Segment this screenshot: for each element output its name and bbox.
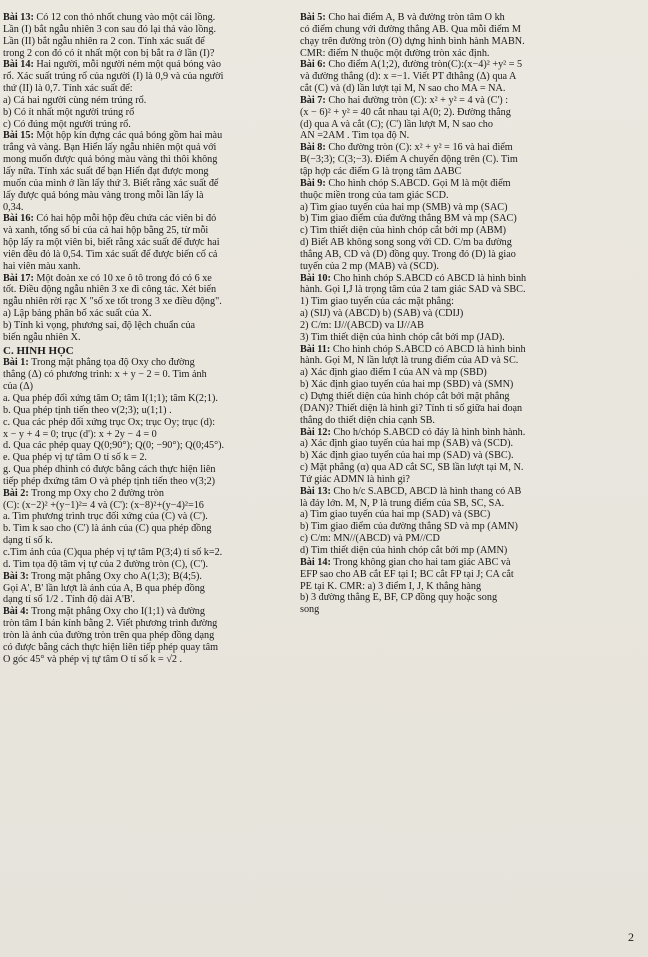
text-line: AN =2AM . Tìm tọa độ N. <box>300 130 410 142</box>
text-line: ngẫu nhiên rời rạc X "số xe tốt trong 3 xe điều động". <box>3 296 222 308</box>
text-line: b) Tìm giao điểm của đường thẳng BM và mp (SAC) <box>300 213 517 225</box>
text-line: song <box>300 604 320 616</box>
text-line: Bài 7: Cho hai đường tròn (C): x² + y² = 4 và (C') : <box>300 94 509 106</box>
text-line: tròn là ảnh của đường tròn trên qua phép đồng dạng <box>3 629 215 641</box>
text-line: (DAN)? Thiết diện là hình gì? Tính tỉ số giữa hai đoạn <box>300 402 523 414</box>
text-line: PE tại K. CMR: a) 3 điểm I, J, K thẳng hàng <box>300 580 482 592</box>
text-line: a) Tìm giao tuyến của hai mp (SAD) và (SBC) <box>300 509 491 521</box>
text-line: Bài 6: Cho điểm A(1;2), đường tròn(C):(x−4)² +y² = 5 <box>300 59 523 71</box>
text-line: 1) Tìm giao tuyến của các mặt phẳng: <box>300 296 454 308</box>
text-line: và xanh, tổng số bi của cả hai hộp bằng 25, từ mỗi <box>3 225 209 237</box>
text-line: tập hợp các điểm G là trọng tâm ΔABC <box>300 165 462 177</box>
text-line: hai viên màu xanh. <box>3 260 81 272</box>
text-line: tròn tâm I bán kính bằng 2. Viết phương trình đường <box>3 618 218 630</box>
text-line: c.Tìm ảnh của (C)qua phép vị tự tâm P(3;4) tỉ số k=2. <box>3 546 223 558</box>
text-line: có điểm chung với đường thẳng AB. Qua mỗi điểm M <box>300 23 521 35</box>
text-line: a) Lập bảng phân bố xác suất của X. <box>3 308 152 320</box>
text-line: b. Tìm k sao cho (C') là ảnh của (C) qua phép đồng <box>3 523 212 535</box>
text-line: Bài 1: Trong mặt phẳng tọa độ Oxy cho đường <box>3 357 195 369</box>
text-line: viên đều đỏ là 0,54. Tìm xác suất để được biến cố cả <box>3 248 218 260</box>
text-line: a) Xác định giao điểm I của AN và mp (SBD) <box>300 367 487 379</box>
text-line: có được bằng cách thực hiện liên tiếp phép quay tâm <box>3 641 219 653</box>
text-line: Bài 11: Cho hình chóp S.ABCD có ABCD là hình bình <box>300 343 526 355</box>
left-column <box>3 12 291 947</box>
text-line: Tứ giác ADMN là hình gì? <box>300 473 410 485</box>
text-line: Bài 13: Có 12 con thỏ nhốt chung vào một cái lồng. <box>3 12 216 23</box>
text-line: tuyến của 2 mp (MAB) và (SCD). <box>300 260 439 272</box>
page-number: 2 <box>628 930 634 944</box>
text-line: d. Tìm tọa độ tâm vị tự của 2 đường tròn (C), (C'). <box>3 558 209 570</box>
text-line: thứ (II) là 0,7. Tính xác suất để: <box>3 83 133 95</box>
text-line: lấy được quả bóng màu vàng trong mỗi lần lấy là <box>3 189 204 201</box>
text-line: trắng và vàng. Bạn Hiển lấy ngẫu nhiên một quả với <box>3 142 217 154</box>
text-line: Bài 5: Cho hai điểm A, B và đường tròn tâm O kh <box>300 12 505 23</box>
text-line: g. Qua phép dhình có được bằng cách thực hiện liên <box>3 464 216 476</box>
text-line: Bài 2: Trong mp Oxy cho 2 đường tròn <box>3 487 164 499</box>
text-line: B(−3;3); C(3;−3). Điểm A chuyển động trên (C). Tìm <box>300 154 518 166</box>
text-line: thuộc miền trong của tam giác SCD. <box>300 189 449 201</box>
text-line: Bài 15: Một hộp kín đựng các quả bóng gồm hai màu <box>3 130 223 142</box>
text-line: e. Qua phép vị tự tâm O tỉ số k = 2. <box>3 452 147 464</box>
text-line: Lần (I) bắt ngẫu nhiên 3 con sau đó lại thả vào lồng. <box>3 23 217 35</box>
text-line: Bài 10: Cho hình chóp S.ABCD có ABCD là hình bình <box>300 272 527 284</box>
text-line: c) Tìm thiết diện của hình chóp cắt bởi mp (ABM) <box>300 225 507 237</box>
text-line: CMR: điểm N thuộc một đường tròn xác định. <box>300 47 490 59</box>
text-line: (x − 6)² + y² = 40 cắt nhau tại A(0; 2). Đường thẳng <box>300 106 511 118</box>
text-line: Bài 16: Có hai hộp mỗi hộp đều chứa các viên bi đỏ <box>3 213 217 225</box>
text-line: hộp lấy ra một viên bi, biết rằng xác suất để được hai <box>3 237 220 249</box>
text-line: b) Xác định giao tuyến của hai mp (SAD) và (SBC). <box>300 450 514 462</box>
text-line: b. Qua phép tịnh tiến theo v(2;3); u(1;1) . <box>3 404 172 416</box>
text-line: c. Qua các phép đối xứng trục Ox; trục Oy; trục (d): <box>3 416 216 428</box>
text-line: 2) C/m: IJ//(ABCD) va IJ//AB <box>300 319 424 331</box>
text-line: Bài 3: Trong mặt phẳng Oxy cho A(1;3); B(4;5). <box>3 570 202 582</box>
text-line: Bài 4: Trong mặt phẳng Oxy cho I(1;1) và đường <box>3 606 205 618</box>
text-line: dạng tỉ số 1/2 . Tính độ dài A'B'. <box>3 594 135 606</box>
text-line: c) Mặt phẳng (α) qua AD cắt SC, SB lần lượt tại M, N. <box>300 462 524 474</box>
text-line: a. Tìm phương trình trục đối xứng của (C) và (C'). <box>3 511 208 523</box>
text-line: lấy nữa. Tính xác suất để bạn Hiển đạt được mong <box>3 165 209 177</box>
text-line: b) Có ít nhất một người trúng rổ <box>3 106 135 118</box>
text-line: Bài 12: Cho h/chóp S.ABCD có đáy là hình bình hành. <box>300 426 526 438</box>
text-line: tiếp phép đxứng tâm O và phép tịnh tiến theo v(3;2) <box>3 475 216 487</box>
text-line: c) Có đúng một người trúng rổ. <box>3 118 131 130</box>
text-line: a. Qua phép đối xứng tâm O; tâm I(1;1); tâm K(2;1). <box>3 393 218 404</box>
text-line: của (Δ) <box>3 381 34 393</box>
text-line: (C): (x−2)² +(y−1)²= 4 và (C'): (x−8)²+(y−4)²=16 <box>3 499 204 511</box>
text-line: hành. Gọi M, N lần lượt là trung điểm của AD và SC. <box>300 355 519 367</box>
text-line: thẳng (Δ) có phương trình: x + y − 2 = 0. Tìm ảnh <box>3 369 207 381</box>
text-line: 3) Tìm thiết diện của hình chóp cắt bởi mp (JAD). <box>300 331 505 343</box>
text-line: dạng tỉ số k. <box>3 535 53 547</box>
text-line: muốn của mình ở lần lấy thứ 3. Biết rằng xác suất để <box>3 177 219 189</box>
text-line: thẳng do thiết diện chia cạnh SB. <box>300 414 435 426</box>
text-line: Bài 8: Cho đường tròn (C): x² + y² = 16 và hai điểm <box>300 142 513 154</box>
text-line: c) Dựng thiết diện của hình chóp cắt bởi mặt phẳng <box>300 391 510 402</box>
text-line: Bài 17: Một đoàn xe có 10 xe ô tô trong đó có 6 xe <box>3 272 212 284</box>
text-line: Bài 14: Hai người, mỗi người ném một quả bóng vào <box>3 59 221 71</box>
text-line: EFP sao cho AB cắt EF tại I; BC cắt FP tại J; CA cắt <box>300 568 514 580</box>
text-line: biến ngẫu nhiên X. <box>3 331 81 343</box>
text-line: tốt. Điều động ngẫu nhiên 3 xe đi công tác. Xét biến <box>3 284 217 296</box>
text-line: rổ. Xác suất trúng rổ của người (I) là 0,9 và của người <box>3 71 224 83</box>
text-line: d) Tìm thiết diện của hình chóp cắt bởi mp (AMN) <box>300 544 508 556</box>
text-line: (d) qua A và cắt (C); (C') lần lượt M, N sao cho <box>300 118 493 130</box>
text-line: a) Cả hai người cùng ném trúng rổ. <box>3 94 147 106</box>
text-line: a) (SIJ) và (ABCD) b) (SAB) và (CDIJ) <box>300 308 464 320</box>
text-line: mong muốn được quả bóng màu vàng thì thôi không <box>3 154 218 166</box>
text-line: hành. Gọi I,J là trọng tâm của 2 tam giác SAD và SBC. <box>300 284 526 296</box>
text-line: a) Xác định giao tuyến của hai mp (SAB) và (SCD). <box>300 438 514 450</box>
text-line: d) Biết AB không song song với CD. C/m ba đường <box>300 237 512 249</box>
text-line: a) Tìm giao tuyến của hai mp (SMB) và mp (SAC) <box>300 201 508 213</box>
text-line: Bài 9: Cho hình chóp S.ABCD. Gọi M là một điểm <box>300 177 511 189</box>
text-line: Lần (II) bắt ngẫu nhiên ra 2 con. Tính xác suất để <box>3 35 205 47</box>
text-line: chạy trên đường tròn (O) dựng hình bình hành MABN. <box>300 35 525 47</box>
text-line: thẳng AB, CD và (D) đồng quy. Trong đó (D) là giao <box>300 248 516 260</box>
text-line: b) 3 đường thẳng E, BF, CP đồng quy hoặc song <box>300 592 498 604</box>
text-line: C. HÌNH HỌC <box>3 345 74 357</box>
text-line: và đường thẳng (d): x =−1. Viết PT đthẳng (Δ) qua A <box>300 71 517 83</box>
text-line: c) C/m: MN//(ABCD) và PM//CD <box>300 533 440 545</box>
text-line: Gọi A', B' lần lượt là ảnh của A, B qua phép đồng <box>3 582 205 594</box>
text-line: 0,34. <box>3 201 24 213</box>
text-line: d. Qua các phép quay Q(0;90°); Q(0; −90°); Q(0;45°). <box>3 440 225 452</box>
right-column <box>300 12 642 947</box>
text-line: cắt (C) và (d) lần lượt tại M, N sao cho MA = NA. <box>300 83 506 95</box>
text-line: x − y + 4 = 0; trục (d'): x + 2y − 4 = 0 <box>3 428 157 440</box>
text-line: b) Tính kì vọng, phương sai, độ lệch chuẩn của <box>3 319 196 331</box>
text-line: là đáy lớn. M, N, P là trung điểm của SB, SC, SA. <box>300 497 505 509</box>
text-line: O góc 45° và phép vị tự tâm O tỉ số k = √2 . <box>3 653 183 665</box>
text-line: b) Xác định giao tuyến của hai mp (SBD) và (SMN) <box>300 379 514 391</box>
text-line: Bài 14: Trong không gian cho hai tam giác ABC và <box>300 556 511 568</box>
text-line: trong 2 con đó có ít nhất một con bị bắt ra ở lần (I)? <box>3 47 215 59</box>
text-line: Bài 13: Cho h/c S.ABCD, ABCD là hình thang có AB <box>300 485 522 497</box>
text-line: b) Tìm giao điểm của đường thẳng SD và mp (AMN) <box>300 521 518 533</box>
